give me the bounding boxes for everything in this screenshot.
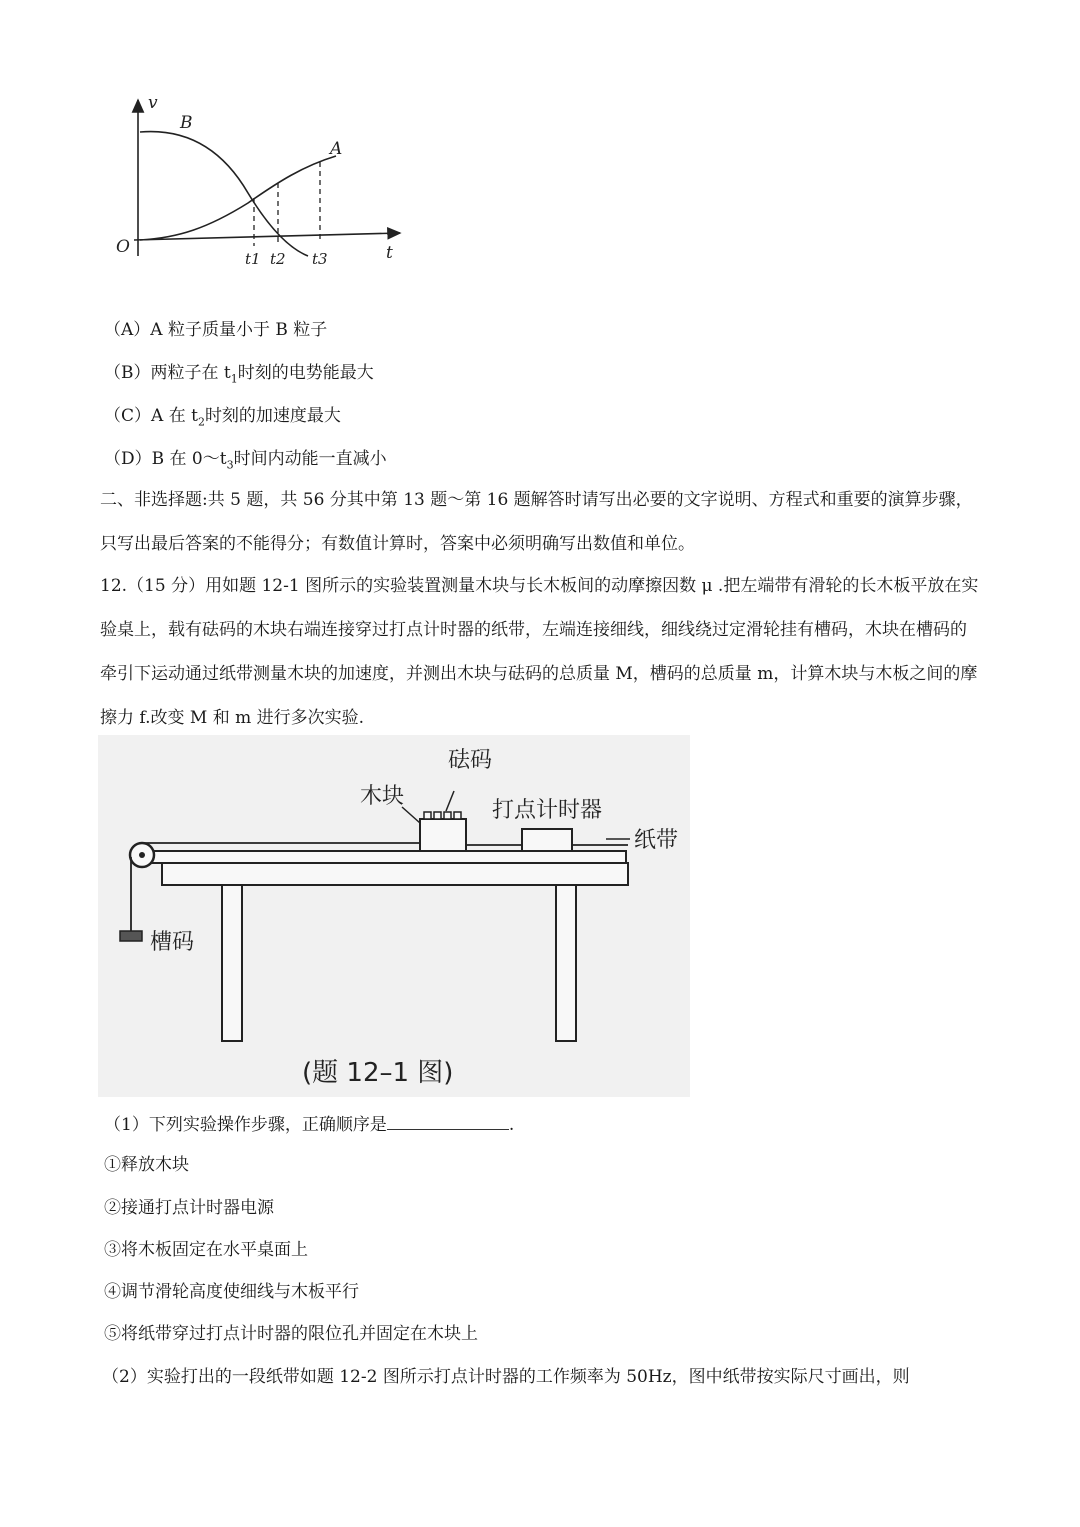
answer-blank[interactable] — [387, 1111, 509, 1130]
t1-label: t1 — [245, 250, 261, 268]
label-block: 木块 — [360, 784, 405, 809]
step-2: ②接通打点计时器电源 — [104, 1198, 274, 1218]
table-top — [162, 863, 628, 885]
t-axis — [134, 233, 400, 240]
curve-a — [140, 156, 336, 240]
label-hook-weights: 槽码 — [150, 930, 195, 955]
experiment-figure — [98, 735, 690, 1097]
step-4: ④调节滑轮高度使细线与木板平行 — [104, 1282, 359, 1302]
curve-b-label: B — [180, 113, 193, 133]
block-leader — [402, 807, 420, 823]
option-b-text: （B）两粒子在 t — [104, 363, 231, 383]
t-axis-label: t — [386, 243, 393, 263]
option-c — [104, 404, 341, 434]
option-c-sub: 2 — [197, 415, 205, 429]
option-c-text: （C）A 在 t — [104, 406, 198, 426]
option-d-sub: 3 — [226, 458, 234, 472]
question-12: 12.（15 分）用如题 12-1 图所示的实验装置测量木块与长木板间的动摩擦因数 μ .把左端带有滑轮的长木板平放在实验桌上，载有砝码的木块右端连接穿过打点计时器的纸带，左端连接细线，细线绕过定滑轮挂有槽码，木块在槽码的牵引下运动通过纸带测量木块的加速度，并测出木块与砝码的总质量 M，槽码的总质量 m，计算木块与木板之间的摩擦力 f.改变 M 和 m 进行多次实验. — [100, 576, 979, 728]
option-b — [104, 361, 374, 391]
sub-question-1-prompt: （1）下列实验操作步骤，正确顺序是 — [104, 1115, 387, 1135]
sub-question-2: （2）实验打出的一段纸带如题 12-2 图所示打点计时器的工作频率为 50Hz，图中纸带按实际尺寸画出，则 — [102, 1367, 910, 1387]
option-c-text-end: 时刻的加速度最大 — [204, 406, 341, 426]
figure-caption: (题 12–1 图) — [302, 1058, 454, 1088]
step-5: ⑤将纸带穿过打点计时器的限位孔并固定在木块上 — [104, 1324, 478, 1344]
long-board — [142, 851, 626, 863]
wooden-block — [420, 819, 466, 851]
option-d — [104, 447, 387, 477]
table-leg-right — [556, 885, 576, 1041]
label-timer: 打点计时器 — [492, 798, 603, 823]
option-b-text-end: 时刻的电势能最大 — [237, 363, 374, 383]
velocity-time-graph — [108, 88, 408, 288]
option-d-text: （D）B 在 0～t — [104, 449, 227, 469]
apparatus-diagram — [98, 735, 690, 1097]
v-axis-label: v — [148, 93, 158, 113]
table-leg-left — [222, 885, 242, 1041]
ticker-timer — [522, 829, 572, 851]
step-3: ③将木板固定在水平桌面上 — [104, 1240, 308, 1260]
label-weights: 砝码 — [448, 748, 493, 773]
weights-leader — [446, 791, 454, 811]
sub-question-1 — [104, 1111, 514, 1137]
t2-label: t2 — [270, 250, 286, 268]
pulley-axle — [139, 852, 145, 858]
label-tape: 纸带 — [634, 828, 679, 853]
sub-question-1-end: . — [508, 1115, 515, 1135]
section-two-instructions: 二、非选择题:共 5 题，共 56 分其中第 13 题～第 16 题解答时请写出必要的文字说明、方程式和重要的演算步骤，只写出最后答案的不能得分；有数值计算时，答案中必须明确写出数值和单位。 — [100, 490, 973, 554]
curve-a-label: A — [330, 139, 343, 159]
step-1: ①释放木块 — [104, 1155, 189, 1175]
origin-label: O — [116, 237, 130, 257]
option-d-text-end: 时间内动能一直减小 — [233, 449, 387, 469]
option-b-sub: 1 — [230, 372, 238, 386]
option-a: （A）A 粒子质量小于 B 粒子 — [104, 320, 328, 340]
t3-label: t3 — [312, 250, 328, 268]
weights-on-block — [424, 812, 461, 819]
hook-weights — [120, 931, 142, 941]
